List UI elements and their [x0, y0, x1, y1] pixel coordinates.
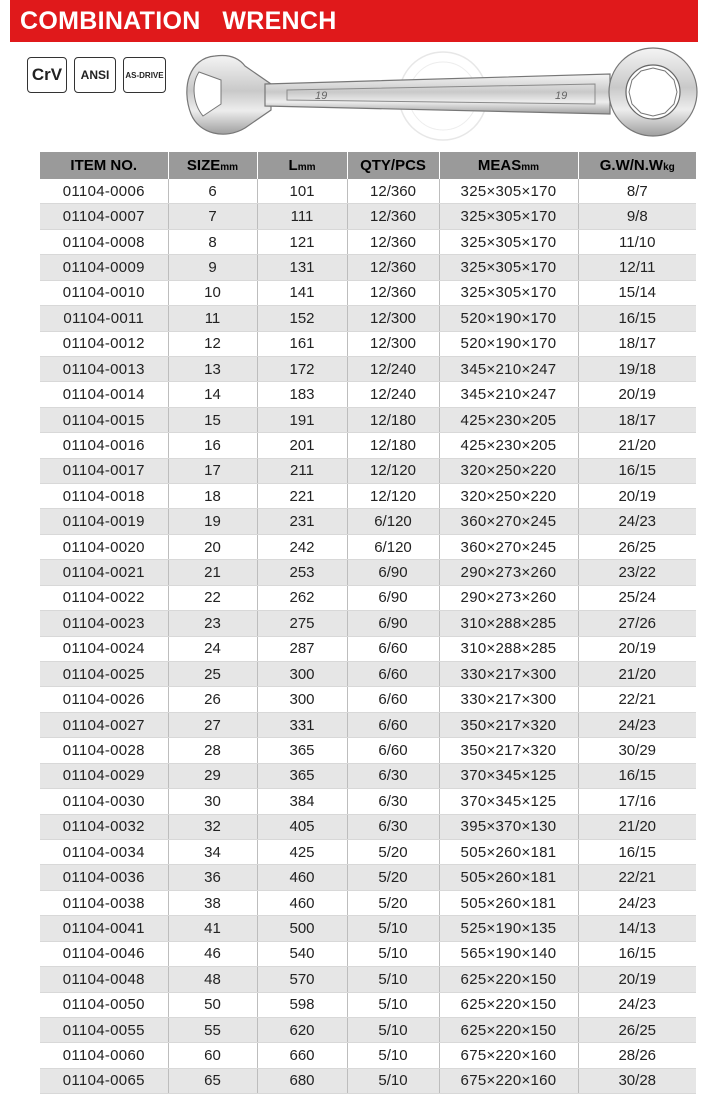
meas-cell: 290×273×260 — [439, 585, 578, 610]
length-cell: 172 — [257, 356, 347, 381]
size-cell: 7 — [168, 204, 257, 229]
table-header-row — [40, 152, 696, 179]
table-row — [40, 1068, 696, 1093]
qty-cell: 12/120 — [347, 458, 439, 483]
table-row — [40, 229, 696, 254]
length-cell: 460 — [257, 890, 347, 915]
weight-cell: 20/19 — [578, 967, 696, 992]
size-mark-right: 19 — [555, 90, 568, 102]
weight-cell: 17/16 — [578, 789, 696, 814]
weight-cell: 24/23 — [578, 890, 696, 915]
weight-cell: 20/19 — [578, 636, 696, 661]
qty-cell: 12/360 — [347, 229, 439, 254]
length-cell: 183 — [257, 382, 347, 407]
as-drive-badge: AS-DRIVE — [123, 57, 166, 93]
table-row — [40, 433, 696, 458]
item-no-cell: 01104-0014 — [40, 382, 168, 407]
item-no-cell: 01104-0055 — [40, 1017, 168, 1042]
qty-cell: 12/360 — [347, 280, 439, 305]
weight-cell: 25/24 — [578, 585, 696, 610]
meas-cell: 345×210×247 — [439, 382, 578, 407]
size-cell: 30 — [168, 789, 257, 814]
item-no-cell: 01104-0032 — [40, 814, 168, 839]
table-row — [40, 814, 696, 839]
table-row — [40, 306, 696, 331]
size-cell: 50 — [168, 992, 257, 1017]
table-row — [40, 585, 696, 610]
size-cell: 48 — [168, 967, 257, 992]
table-row — [40, 789, 696, 814]
table-row — [40, 509, 696, 534]
length-cell: 131 — [257, 255, 347, 280]
page-title: COMBINATION WRENCH — [10, 0, 698, 42]
item-no-cell: 01104-0016 — [40, 433, 168, 458]
item-no-cell: 01104-0048 — [40, 967, 168, 992]
qty-cell: 6/30 — [347, 789, 439, 814]
length-cell: 201 — [257, 433, 347, 458]
length-cell: 231 — [257, 509, 347, 534]
length-cell: 152 — [257, 306, 347, 331]
size-cell: 18 — [168, 484, 257, 509]
item-no-cell: 01104-0025 — [40, 662, 168, 687]
size-cell: 12 — [168, 331, 257, 356]
size-cell: 27 — [168, 712, 257, 737]
length-cell: 221 — [257, 484, 347, 509]
table-row — [40, 356, 696, 381]
meas-cell: 320×250×220 — [439, 458, 578, 483]
weight-cell: 16/15 — [578, 763, 696, 788]
length-cell: 425 — [257, 839, 347, 864]
item-no-cell: 01104-0046 — [40, 941, 168, 966]
size-cell: 6 — [168, 179, 257, 204]
item-no-cell: 01104-0038 — [40, 890, 168, 915]
header-meas: MEASmm — [439, 152, 578, 179]
table-row — [40, 1017, 696, 1042]
weight-cell: 18/17 — [578, 331, 696, 356]
table-row — [40, 890, 696, 915]
size-cell: 26 — [168, 687, 257, 712]
table-row — [40, 763, 696, 788]
meas-cell: 330×217×300 — [439, 662, 578, 687]
weight-cell: 8/7 — [578, 179, 696, 204]
item-no-cell: 01104-0050 — [40, 992, 168, 1017]
weight-cell: 9/8 — [578, 204, 696, 229]
weight-cell: 19/18 — [578, 356, 696, 381]
meas-cell: 330×217×300 — [439, 687, 578, 712]
item-no-cell: 01104-0013 — [40, 356, 168, 381]
weight-cell: 23/22 — [578, 560, 696, 585]
meas-cell: 350×217×320 — [439, 738, 578, 763]
length-cell: 300 — [257, 687, 347, 712]
qty-cell: 5/10 — [347, 1043, 439, 1068]
length-cell: 384 — [257, 789, 347, 814]
item-no-cell: 01104-0012 — [40, 331, 168, 356]
size-cell: 13 — [168, 356, 257, 381]
table-row — [40, 712, 696, 737]
table-row — [40, 967, 696, 992]
qty-cell: 12/180 — [347, 407, 439, 432]
crv-badge: CrV — [27, 57, 67, 93]
length-cell: 161 — [257, 331, 347, 356]
size-cell: 24 — [168, 636, 257, 661]
size-cell: 32 — [168, 814, 257, 839]
ansi-badge: ANSI — [74, 57, 116, 93]
specification-table — [40, 152, 696, 1094]
table-row — [40, 636, 696, 661]
table-row — [40, 687, 696, 712]
length-cell: 121 — [257, 229, 347, 254]
table-row — [40, 255, 696, 280]
qty-cell: 12/300 — [347, 306, 439, 331]
item-no-cell: 01104-0024 — [40, 636, 168, 661]
weight-cell: 30/29 — [578, 738, 696, 763]
item-no-cell: 01104-0029 — [40, 763, 168, 788]
length-cell: 111 — [257, 204, 347, 229]
item-no-cell: 01104-0015 — [40, 407, 168, 432]
size-cell: 60 — [168, 1043, 257, 1068]
qty-cell: 6/60 — [347, 636, 439, 661]
size-cell: 65 — [168, 1068, 257, 1093]
item-no-cell: 01104-0010 — [40, 280, 168, 305]
qty-cell: 5/10 — [347, 967, 439, 992]
qty-cell: 5/20 — [347, 890, 439, 915]
length-cell: 191 — [257, 407, 347, 432]
weight-cell: 12/11 — [578, 255, 696, 280]
meas-cell: 525×190×135 — [439, 916, 578, 941]
length-cell: 211 — [257, 458, 347, 483]
meas-cell: 325×305×170 — [439, 255, 578, 280]
weight-cell: 15/14 — [578, 280, 696, 305]
qty-cell: 12/240 — [347, 382, 439, 407]
size-cell: 29 — [168, 763, 257, 788]
meas-cell: 325×305×170 — [439, 280, 578, 305]
length-cell: 141 — [257, 280, 347, 305]
meas-cell: 325×305×170 — [439, 229, 578, 254]
table-row — [40, 204, 696, 229]
size-cell: 19 — [168, 509, 257, 534]
qty-cell: 5/20 — [347, 839, 439, 864]
weight-cell: 26/25 — [578, 1017, 696, 1042]
table-row — [40, 738, 696, 763]
qty-cell: 12/360 — [347, 255, 439, 280]
length-cell: 660 — [257, 1043, 347, 1068]
size-cell: 21 — [168, 560, 257, 585]
length-cell: 500 — [257, 916, 347, 941]
length-cell: 275 — [257, 611, 347, 636]
item-no-cell: 01104-0022 — [40, 585, 168, 610]
size-cell: 11 — [168, 306, 257, 331]
meas-cell: 370×345×125 — [439, 763, 578, 788]
wrench-product-image — [175, 44, 700, 144]
table-row — [40, 916, 696, 941]
qty-cell: 6/90 — [347, 585, 439, 610]
meas-cell: 520×190×170 — [439, 331, 578, 356]
weight-cell: 16/15 — [578, 306, 696, 331]
item-no-cell: 01104-0017 — [40, 458, 168, 483]
meas-cell: 625×220×150 — [439, 1017, 578, 1042]
table-row — [40, 534, 696, 559]
meas-cell: 625×220×150 — [439, 967, 578, 992]
item-no-cell: 01104-0018 — [40, 484, 168, 509]
length-cell: 365 — [257, 738, 347, 763]
weight-cell: 16/15 — [578, 839, 696, 864]
length-cell: 262 — [257, 585, 347, 610]
qty-cell: 12/360 — [347, 204, 439, 229]
weight-cell: 27/26 — [578, 611, 696, 636]
weight-cell: 14/13 — [578, 916, 696, 941]
weight-cell: 20/19 — [578, 382, 696, 407]
qty-cell: 6/60 — [347, 687, 439, 712]
weight-cell: 16/15 — [578, 458, 696, 483]
size-cell: 34 — [168, 839, 257, 864]
item-no-cell: 01104-0027 — [40, 712, 168, 737]
meas-cell: 310×288×285 — [439, 611, 578, 636]
item-no-cell: 01104-0034 — [40, 839, 168, 864]
qty-cell: 6/60 — [347, 712, 439, 737]
weight-cell: 30/28 — [578, 1068, 696, 1093]
meas-cell: 320×250×220 — [439, 484, 578, 509]
meas-cell: 360×270×245 — [439, 509, 578, 534]
qty-cell: 6/120 — [347, 534, 439, 559]
table-row — [40, 1043, 696, 1068]
qty-cell: 5/10 — [347, 1068, 439, 1093]
item-no-cell: 01104-0006 — [40, 179, 168, 204]
length-cell: 620 — [257, 1017, 347, 1042]
size-cell: 9 — [168, 255, 257, 280]
qty-cell: 5/10 — [347, 992, 439, 1017]
meas-cell: 395×370×130 — [439, 814, 578, 839]
meas-cell: 505×260×181 — [439, 890, 578, 915]
size-cell: 38 — [168, 890, 257, 915]
table-row — [40, 280, 696, 305]
qty-cell: 5/10 — [347, 941, 439, 966]
length-cell: 242 — [257, 534, 347, 559]
qty-cell: 6/60 — [347, 738, 439, 763]
item-no-cell: 01104-0011 — [40, 306, 168, 331]
qty-cell: 5/20 — [347, 865, 439, 890]
size-cell: 10 — [168, 280, 257, 305]
table-row — [40, 611, 696, 636]
meas-cell: 505×260×181 — [439, 839, 578, 864]
table-row — [40, 992, 696, 1017]
item-no-cell: 01104-0065 — [40, 1068, 168, 1093]
item-no-cell: 01104-0060 — [40, 1043, 168, 1068]
meas-cell: 625×220×150 — [439, 992, 578, 1017]
size-cell: 16 — [168, 433, 257, 458]
size-cell: 55 — [168, 1017, 257, 1042]
table-row — [40, 662, 696, 687]
qty-cell: 12/120 — [347, 484, 439, 509]
table-row — [40, 560, 696, 585]
length-cell: 287 — [257, 636, 347, 661]
table-row — [40, 407, 696, 432]
meas-cell: 370×345×125 — [439, 789, 578, 814]
meas-cell: 675×220×160 — [439, 1043, 578, 1068]
qty-cell: 12/300 — [347, 331, 439, 356]
qty-cell: 5/10 — [347, 916, 439, 941]
qty-cell: 6/90 — [347, 611, 439, 636]
header-qty: QTY/PCS — [347, 152, 439, 179]
qty-cell: 12/240 — [347, 356, 439, 381]
weight-cell: 21/20 — [578, 814, 696, 839]
header-item-no: ITEM NO. — [40, 152, 168, 179]
size-cell: 25 — [168, 662, 257, 687]
meas-cell: 425×230×205 — [439, 407, 578, 432]
meas-cell: 675×220×160 — [439, 1068, 578, 1093]
size-cell: 46 — [168, 941, 257, 966]
weight-cell: 22/21 — [578, 687, 696, 712]
table-row — [40, 484, 696, 509]
length-cell: 598 — [257, 992, 347, 1017]
weight-cell: 21/20 — [578, 662, 696, 687]
meas-cell: 310×288×285 — [439, 636, 578, 661]
size-cell: 28 — [168, 738, 257, 763]
table-row — [40, 839, 696, 864]
weight-cell: 21/20 — [578, 433, 696, 458]
meas-cell: 350×217×320 — [439, 712, 578, 737]
header-size: SIZEmm — [168, 152, 257, 179]
length-cell: 405 — [257, 814, 347, 839]
qty-cell: 12/180 — [347, 433, 439, 458]
item-no-cell: 01104-0026 — [40, 687, 168, 712]
table-row — [40, 331, 696, 356]
meas-cell: 520×190×170 — [439, 306, 578, 331]
size-cell: 23 — [168, 611, 257, 636]
qty-cell: 6/120 — [347, 509, 439, 534]
item-no-cell: 01104-0041 — [40, 916, 168, 941]
weight-cell: 20/19 — [578, 484, 696, 509]
length-cell: 365 — [257, 763, 347, 788]
table-row — [40, 865, 696, 890]
length-cell: 300 — [257, 662, 347, 687]
weight-cell: 22/21 — [578, 865, 696, 890]
meas-cell: 325×305×170 — [439, 204, 578, 229]
length-cell: 101 — [257, 179, 347, 204]
item-no-cell: 01104-0021 — [40, 560, 168, 585]
length-cell: 680 — [257, 1068, 347, 1093]
weight-cell: 26/25 — [578, 534, 696, 559]
meas-cell: 565×190×140 — [439, 941, 578, 966]
length-cell: 460 — [257, 865, 347, 890]
item-no-cell: 01104-0028 — [40, 738, 168, 763]
weight-cell: 24/23 — [578, 712, 696, 737]
qty-cell: 6/60 — [347, 662, 439, 687]
table-row — [40, 458, 696, 483]
meas-cell: 325×305×170 — [439, 179, 578, 204]
weight-cell: 28/26 — [578, 1043, 696, 1068]
item-no-cell: 01104-0030 — [40, 789, 168, 814]
meas-cell: 360×270×245 — [439, 534, 578, 559]
weight-cell: 11/10 — [578, 229, 696, 254]
weight-cell: 24/23 — [578, 992, 696, 1017]
length-cell: 570 — [257, 967, 347, 992]
qty-cell: 6/30 — [347, 763, 439, 788]
size-cell: 20 — [168, 534, 257, 559]
qty-cell: 6/30 — [347, 814, 439, 839]
item-no-cell: 01104-0008 — [40, 229, 168, 254]
meas-cell: 505×260×181 — [439, 865, 578, 890]
qty-cell: 5/10 — [347, 1017, 439, 1042]
header-weight: G.W/N.Wkg — [578, 152, 696, 179]
size-cell: 36 — [168, 865, 257, 890]
size-cell: 8 — [168, 229, 257, 254]
meas-cell: 425×230×205 — [439, 433, 578, 458]
meas-cell: 345×210×247 — [439, 356, 578, 381]
weight-cell: 24/23 — [578, 509, 696, 534]
weight-cell: 18/17 — [578, 407, 696, 432]
item-no-cell: 01104-0036 — [40, 865, 168, 890]
size-mark-left: 19 — [315, 90, 328, 102]
size-cell: 15 — [168, 407, 257, 432]
length-cell: 253 — [257, 560, 347, 585]
item-no-cell: 01104-0023 — [40, 611, 168, 636]
length-cell: 331 — [257, 712, 347, 737]
qty-cell: 12/360 — [347, 179, 439, 204]
table-row — [40, 382, 696, 407]
meas-cell: 290×273×260 — [439, 560, 578, 585]
length-cell: 540 — [257, 941, 347, 966]
size-cell: 14 — [168, 382, 257, 407]
table-row — [40, 941, 696, 966]
weight-cell: 16/15 — [578, 941, 696, 966]
qty-cell: 6/90 — [347, 560, 439, 585]
item-no-cell: 01104-0009 — [40, 255, 168, 280]
size-cell: 22 — [168, 585, 257, 610]
item-no-cell: 01104-0007 — [40, 204, 168, 229]
size-cell: 41 — [168, 916, 257, 941]
item-no-cell: 01104-0019 — [40, 509, 168, 534]
item-no-cell: 01104-0020 — [40, 534, 168, 559]
header-length: Lmm — [257, 152, 347, 179]
size-cell: 17 — [168, 458, 257, 483]
table-row — [40, 179, 696, 204]
